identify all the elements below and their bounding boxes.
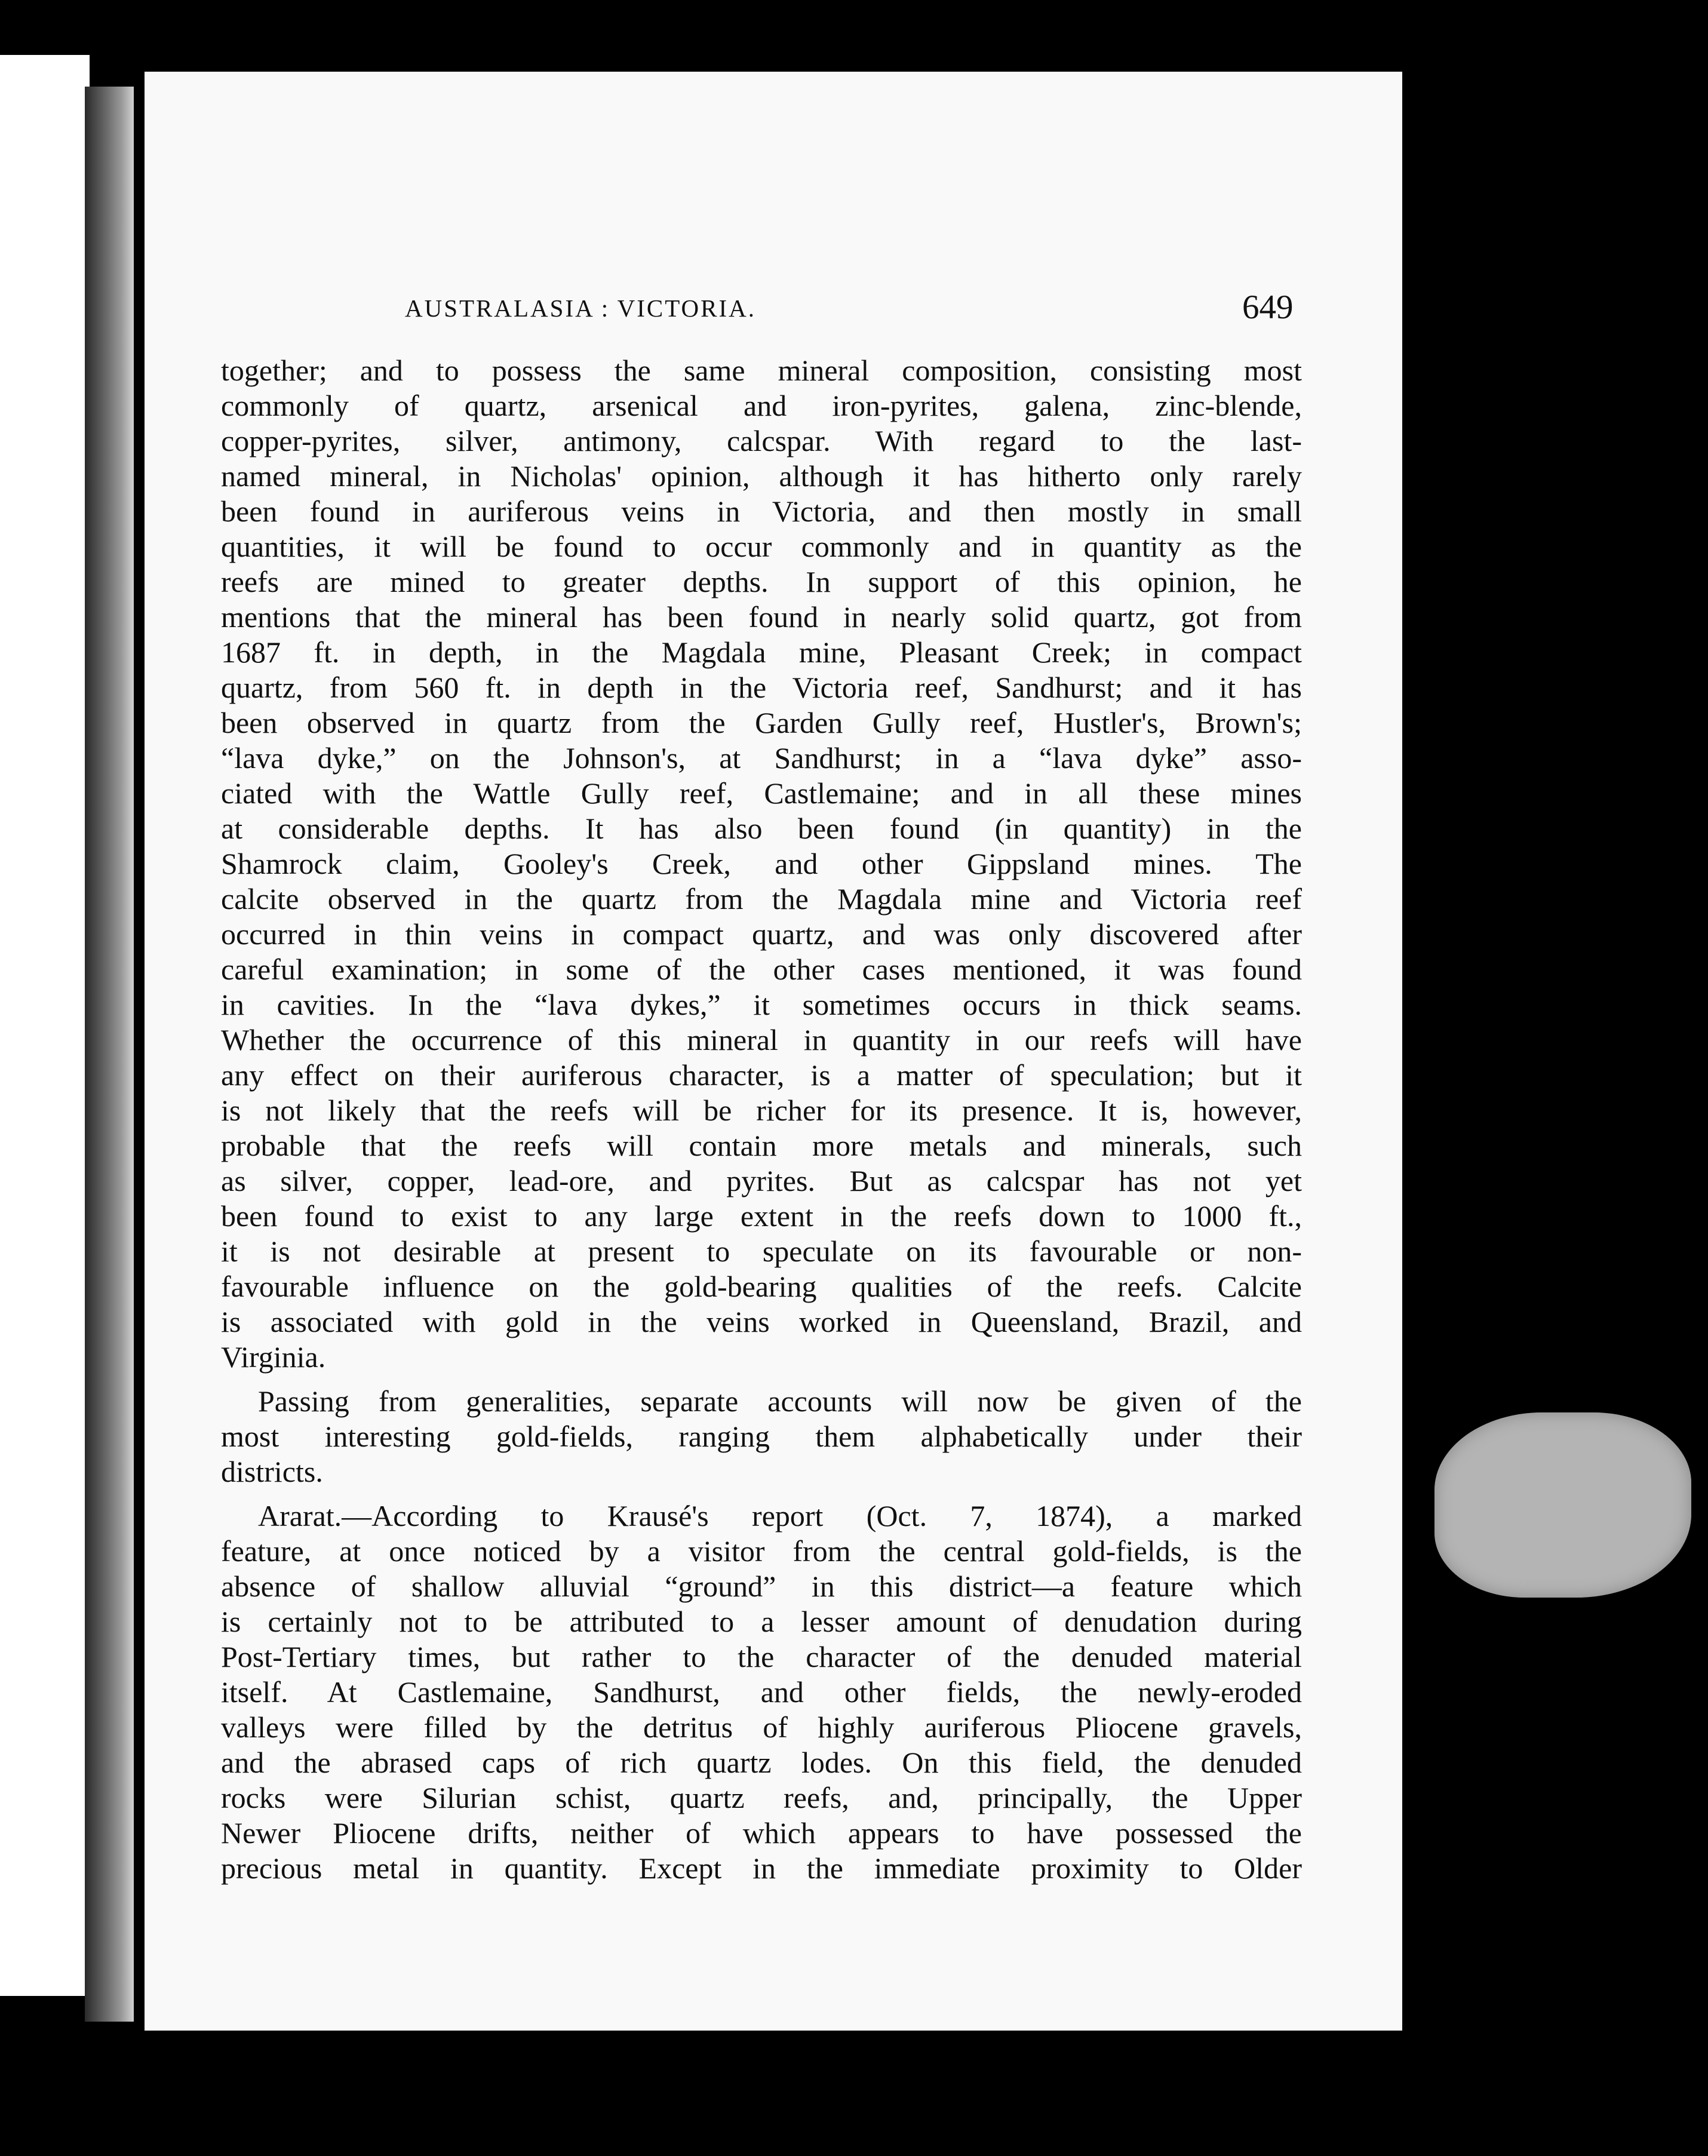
text-line: as silver, copper, lead-ore, and pyrites. But as calcspar has not yet	[221, 1164, 1302, 1197]
book-page	[145, 72, 1402, 2031]
text-line: valleys were filled by the detritus of highly auriferous Pliocene gravels,	[221, 1710, 1302, 1744]
text-line: and the abrased caps of rich quartz lodes. On this field, the denuded	[221, 1746, 1302, 1779]
text-line: Whether the occurrence of this mineral in quantity in our reefs will have	[221, 1023, 1302, 1056]
text-line: copper-pyrites, silver, antimony, calcspar. With regard to the last-	[221, 424, 1302, 457]
text-line: been found to exist to any large extent in the reefs down to 1000 ft.,	[221, 1199, 1302, 1233]
text-line: most interesting gold-fields, ranging them alphabetically under their	[221, 1420, 1302, 1453]
text-line: absence of shallow alluvial “ground” in this district—a feature which	[221, 1570, 1302, 1603]
text-line: favourable influence on the gold-bearing qualities of the reefs. Calcite	[221, 1270, 1302, 1303]
text-line: quartz, from 560 ft. in depth in the Victoria reef, Sandhurst; and it has	[221, 671, 1302, 704]
page-number: 649	[1242, 288, 1294, 326]
text-line: is certainly not to be attributed to a lesser amount of denudation during	[221, 1605, 1302, 1638]
binding-gutter-shadow	[85, 87, 134, 2022]
text-line: is not likely that the reefs will be richer for its presence. It is, however,	[221, 1094, 1302, 1127]
facing-page-edge	[0, 55, 90, 1996]
text-line: reefs are mined to greater depths. In support of this opinion, he	[221, 565, 1302, 598]
text-line: it is not desirable at present to speculate on its favourable or non-	[221, 1234, 1302, 1268]
text-line: mentions that the mineral has been found in nearly solid quartz, got from	[221, 600, 1302, 634]
text-line: commonly of quartz, arsenical and iron-pyrites, galena, zinc-blende,	[221, 389, 1302, 422]
text-line: 1687 ft. in depth, in the Magdala mine, Pleasant Creek; in compact	[221, 635, 1302, 669]
text-line: “lava dyke,” on the Johnson's, at Sandhurst; in a “lava dyke” asso-	[221, 741, 1302, 775]
running-head: AUSTRALASIA : VICTORIA.	[404, 294, 756, 322]
text-line: Shamrock claim, Gooley's Creek, and other Gippsland mines. The	[221, 847, 1302, 880]
text-line: Passing from generalities, separate accounts will now be given of the	[258, 1384, 1302, 1418]
text-line: occurred in thin veins in compact quartz, and was only discovered after	[221, 917, 1302, 951]
text-line: at considerable depths. It has also been found (in quantity) in the	[221, 812, 1302, 845]
text-line: any effect on their auriferous character, is a matter of speculation; but it	[221, 1058, 1302, 1092]
text-line: together; and to possess the same mineral composition, consisting most	[221, 354, 1302, 387]
paper-damage-patch	[1434, 1412, 1691, 1598]
text-line: been found in auriferous veins in Victoria, and then mostly in small	[221, 495, 1302, 528]
text-line: Newer Pliocene drifts, neither of which appears to have possessed the	[221, 1816, 1302, 1850]
text-line: is associated with gold in the veins worked in Queensland, Brazil, and	[221, 1305, 1302, 1338]
text-line: precious metal in quantity. Except in the immediate proximity to Older	[221, 1851, 1302, 1885]
text-line: districts.	[221, 1455, 323, 1488]
text-line: quantities, it will be found to occur commonly and in quantity as the	[221, 530, 1302, 563]
text-line: Ararat.—According to Krausé's report (Oct. 7, 1874), a marked	[258, 1499, 1302, 1532]
text-line: calcite observed in the quartz from the Magdala mine and Victoria reef	[221, 882, 1302, 916]
text-line: Virginia.	[221, 1340, 326, 1374]
text-line: in cavities. In the “lava dykes,” it sometimes occurs in thick seams.	[221, 988, 1302, 1021]
text-line: probable that the reefs will contain more metals and minerals, such	[221, 1129, 1302, 1162]
text-line: ciated with the Wattle Gully reef, Castlemaine; and in all these mines	[221, 776, 1302, 810]
text-line: been observed in quartz from the Garden Gully reef, Hustler's, Brown's;	[221, 706, 1302, 739]
text-line: feature, at once noticed by a visitor from the central gold-fields, is the	[221, 1534, 1302, 1568]
text-line: itself. At Castlemaine, Sandhurst, and other fields, the newly-eroded	[221, 1675, 1302, 1709]
text-line: rocks were Silurian schist, quartz reefs, and, principally, the Upper	[221, 1781, 1302, 1814]
text-line: careful examination; in some of the other cases mentioned, it was found	[221, 953, 1302, 986]
text-line: Post-Tertiary times, but rather to the character of the denuded material	[221, 1640, 1302, 1673]
text-line: named mineral, in Nicholas' opinion, although it has hitherto only rarely	[221, 459, 1302, 493]
